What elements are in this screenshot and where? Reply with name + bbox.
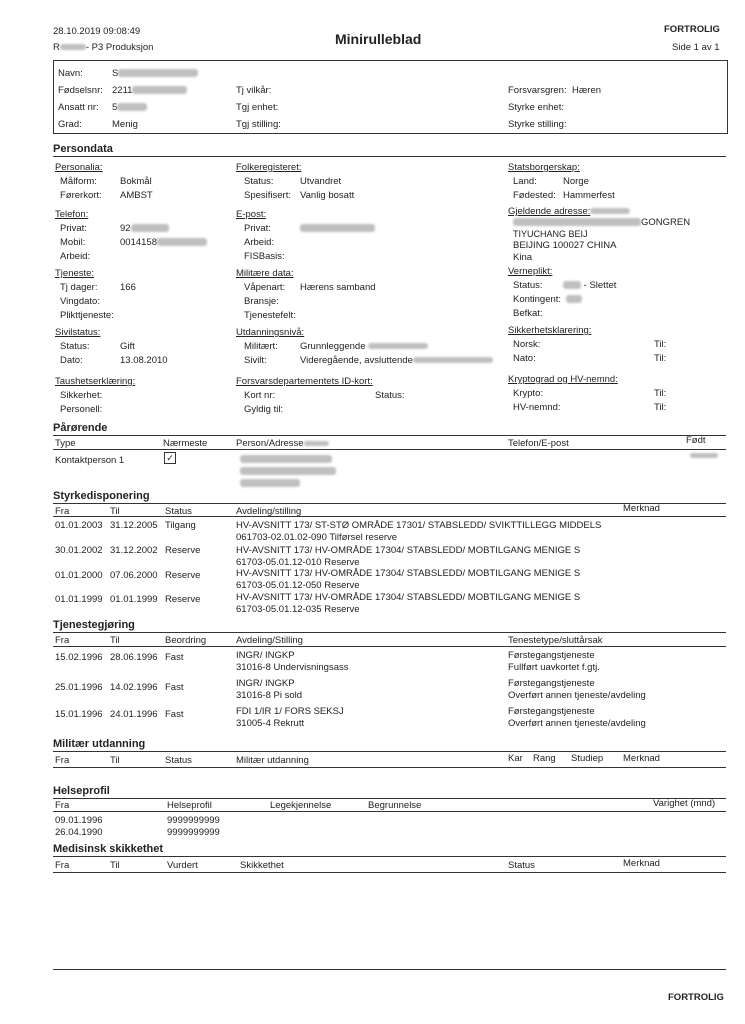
mobil-label: Mobil: <box>60 237 86 248</box>
fr-status-label: Status: <box>244 176 274 187</box>
tg-row-1-avd1: INGR/ INGKP <box>236 650 295 661</box>
unit-suffix: - P3 Produksjon <box>85 42 154 53</box>
address-line-3: BEIJING 100027 CHINA <box>513 240 617 251</box>
forsvarsgren-value: Hæren <box>572 85 602 96</box>
ansatt-label: Ansatt nr: <box>58 102 99 113</box>
section-styrkedisponering: Styrkedisponering <box>53 490 726 504</box>
hp-col-varighet: Varighet (mnd) <box>653 798 716 809</box>
bransje-label: Bransje: <box>244 296 279 307</box>
hp-header-rule <box>53 811 726 812</box>
tg-row-3-type2: Overført annen tjeneste/avdeling <box>508 718 646 729</box>
mu-col-status: Status <box>165 755 192 766</box>
fodselsnr-label: Fødselsnr: <box>58 85 103 96</box>
col-telefon: Telefon/E-post <box>508 438 569 449</box>
ms-col-status: Status <box>508 860 535 871</box>
hp-col-fra: Fra <box>55 800 70 811</box>
mu-col-kar: Kar <box>508 753 523 764</box>
land-value: Norge <box>563 176 589 187</box>
tg-row-2-avd1: INGR/ INGKP <box>236 678 295 689</box>
norsk-til-label: Til: <box>654 339 667 350</box>
styrke-row-3-status: Reserve <box>165 570 201 581</box>
ansatt-value: 5 <box>112 102 147 113</box>
kontingent-label: Kontingent: <box>513 294 562 305</box>
privat-value: 92 <box>120 223 169 234</box>
classification-top: FORTROLIG <box>664 24 720 35</box>
mu-header-rule <box>53 767 726 768</box>
styrke-row-4-avd1: HV-AVSNITT 173/ HV-OMRÅDE 17304/ STABSLEDD/ MOBTILGANG MENIGE S <box>236 592 581 603</box>
styrke-header-rule <box>53 516 726 517</box>
styrke-row-4-til: 01.01.1999 <box>110 594 158 605</box>
tg-row-2-beordring: Fast <box>165 682 184 693</box>
navn-label: Navn: <box>58 68 83 79</box>
hvnemnd-til-label: Til: <box>654 402 667 413</box>
styrke-row-1-fra: 01.01.2003 <box>55 520 103 531</box>
tg-row-1-type1: Førstegangstjeneste <box>508 650 595 661</box>
malform-value: Bokmål <box>120 176 152 187</box>
militart-label: Militært: <box>244 341 278 352</box>
kryptograd-heading: Kryptograd og HV-nemnd: <box>508 374 618 385</box>
forerkort-label: Førerkort: <box>60 190 102 201</box>
hp-row-1-profil: 9999999999 <box>167 815 220 826</box>
col-person: Person/Adresse <box>236 438 329 449</box>
naermeste-checkbox: ✓ <box>164 452 176 464</box>
plikttjeneste-label: Plikttjeneste: <box>60 310 114 321</box>
telefon-heading: Telefon: <box>55 209 89 220</box>
contact-type: Kontaktperson 1 <box>55 455 125 466</box>
navn-value: S <box>112 68 198 79</box>
ms-col-vurdert: Vurdert <box>167 860 198 871</box>
tg-row-1-til: 28.06.1996 <box>110 652 158 663</box>
befkat-label: Befkat: <box>513 308 543 319</box>
styrke-row-2-avd1: HV-AVSNITT 173/ HV-OMRÅDE 17304/ STABSLEDD/ MOBTILGANG MENIGE S <box>236 545 581 556</box>
personell-label: Personell: <box>60 404 103 415</box>
styrke-row-3-avd2: 61703-05.01.12-050 Reserve <box>236 580 360 591</box>
styrke-row-3-fra: 01.01.2000 <box>55 570 103 581</box>
contact-person-redacted <box>240 454 332 465</box>
tg-col-til: Til <box>110 635 120 646</box>
tjdager-value: 166 <box>120 282 136 293</box>
styrke-enhet-label: Styrke enhet: <box>508 102 564 113</box>
tg-row-3-avd2: 31005-4 Rekrutt <box>236 718 305 729</box>
styrke-row-3-avd1: HV-AVSNITT 173/ HV-OMRÅDE 17304/ STABSLEDD/ MOBTILGANG MENIGE S <box>236 568 581 579</box>
col-merknad: Merknad <box>623 503 660 514</box>
section-persondata: Persondata <box>53 143 726 157</box>
sivil-dato-value: 13.08.2010 <box>120 355 168 366</box>
norsk-label: Norsk: <box>513 339 541 350</box>
kontingent-value <box>566 294 582 305</box>
col-status: Status <box>165 506 192 517</box>
fd-idkort-heading: Forsvarsdepartementets ID-kort: <box>236 376 373 387</box>
land-label: Land: <box>513 176 537 187</box>
tg-col-beordring: Beordring <box>165 635 207 646</box>
ms-col-skikkethet: Skikkethet <box>240 860 284 871</box>
tg-row-3-fra: 15.01.1996 <box>55 709 103 720</box>
col-naermeste: Nærmeste <box>163 438 208 449</box>
section-tjenestegjoring: Tjenestegjøring <box>53 619 726 633</box>
styrke-row-2-til: 31.12.2002 <box>110 545 158 556</box>
grad-value: Menig <box>112 119 138 130</box>
militaere-heading: Militære data: <box>236 268 294 279</box>
tg-header-rule <box>53 646 726 647</box>
hvnemnd-label: HV-nemnd: <box>513 402 561 413</box>
styrke-row-2-fra: 30.01.2002 <box>55 545 103 556</box>
malform-label: Målform: <box>60 176 97 187</box>
hp-row-2-profil: 9999999999 <box>167 827 220 838</box>
classification-bottom: FORTROLIG <box>668 992 724 1003</box>
mu-col-rang: Rang <box>533 753 556 764</box>
tg-row-3-beordring: Fast <box>165 709 184 720</box>
styrke-row-1-til: 31.12.2005 <box>110 520 158 531</box>
sivilstatus-heading: Sivilstatus: <box>55 327 101 338</box>
krypto-til-label: Til: <box>654 388 667 399</box>
tjenestefelt-label: Tjenestefelt: <box>244 310 296 321</box>
tjeneste-heading: Tjeneste: <box>55 268 95 279</box>
gyldig-label: Gyldig til: <box>244 404 284 415</box>
styrke-row-4-fra: 01.01.1999 <box>55 594 103 605</box>
arbeid-label: Arbeid: <box>60 251 91 262</box>
tg-row-3-til: 24.01.1996 <box>110 709 158 720</box>
fodselsnr-value: 2211 <box>112 85 187 96</box>
hp-col-begrunnelse: Begrunnelse <box>368 800 422 811</box>
kortnr-label: Kort nr: <box>244 390 276 401</box>
tjdager-label: Tj dager: <box>60 282 98 293</box>
styrke-row-1-avd1: HV-AVSNITT 173/ ST-STØ OMRÅDE 17301/ STABSLEDD/ SVIKTTILLEGG MIDDELS <box>236 520 602 531</box>
sikkerhetsklarering-heading: Sikkerhetsklarering: <box>508 325 592 336</box>
unit-line <box>53 42 153 53</box>
ms-col-merknad: Merknad <box>623 858 660 869</box>
spesifisert-label: Spesifisert: <box>244 190 291 201</box>
col-fra: Fra <box>55 506 70 517</box>
sivilt-label: Sivilt: <box>244 355 267 366</box>
tg-row-2-fra: 25.01.1996 <box>55 682 103 693</box>
address-line-1: GONGREN <box>513 217 690 228</box>
styrke-row-2-avd2: 61703-05.01.12-010 Reserve <box>236 557 360 568</box>
gjeldende-heading: Gjeldende adresse: <box>508 206 630 217</box>
mu-col-til: Til <box>110 755 120 766</box>
vp-status-value: - Slettet <box>563 280 616 291</box>
section-militaer-utdanning: Militær utdanning <box>53 738 726 752</box>
taushet-heading: Taushetserklæring: <box>55 376 136 387</box>
ep-privat-label: Privat: <box>244 223 271 234</box>
folkereg-heading: Folkeregisteret: <box>236 162 302 173</box>
vingdato-label: Vingdato: <box>60 296 100 307</box>
styrke-row-3-til: 07.06.2000 <box>110 570 158 581</box>
hp-col-legekjennelse: Legekjennelse <box>270 800 332 811</box>
mobil-value: 0014158 <box>120 237 207 248</box>
sivilt-value: Videregående, avsluttende <box>300 355 493 366</box>
styrke-row-4-avd2: 61703-05.01.12-035 Reserve <box>236 604 360 615</box>
col-type: Type <box>55 438 76 449</box>
hp-col-helseprofil: Helseprofil <box>167 800 212 811</box>
nato-til-label: Til: <box>654 353 667 364</box>
verneplikt-heading: Verneplikt: <box>508 266 553 277</box>
krypto-label: Krypto: <box>513 388 544 399</box>
statsborgerskap-heading: Statsborgerskap: <box>508 162 580 173</box>
contact-address-redacted-1 <box>240 466 336 477</box>
personalia-heading: Personalia: <box>55 162 103 173</box>
privat-label: Privat: <box>60 223 87 234</box>
footer-rule <box>53 969 726 970</box>
epost-heading: E-post: <box>236 209 267 220</box>
tj-vilkar-label: Tj vilkår: <box>236 85 272 96</box>
mu-col-merknad: Merknad <box>623 753 660 764</box>
fr-status-value: Utvandret <box>300 176 342 187</box>
sivil-status-label: Status: <box>60 341 90 352</box>
nato-label: Nato: <box>513 353 536 364</box>
tg-row-2-til: 14.02.1996 <box>110 682 158 693</box>
fodested-label: Fødested: <box>513 190 556 201</box>
sikkerhet-label: Sikkerhet: <box>60 390 103 401</box>
hp-row-2-fra: 26.04.1990 <box>55 827 103 838</box>
contact-fodt-redacted <box>690 450 718 461</box>
sivil-dato-label: Dato: <box>60 355 83 366</box>
utdanning-heading: Utdanningsnivå: <box>236 327 305 338</box>
section-parorende: Pårørende <box>53 422 726 436</box>
tg-col-avdeling: Avdeling/Stilling <box>236 635 303 646</box>
forsvarsgren-label: Forsvarsgren: <box>508 85 567 96</box>
forerkort-value: AMBST <box>120 190 153 201</box>
tgj-enhet-label: Tgj enhet: <box>236 102 279 113</box>
col-avdeling: Avdeling/stilling <box>236 506 302 517</box>
tg-row-1-fra: 15.02.1996 <box>55 652 103 663</box>
print-timestamp: 28.10.2019 09:08:49 <box>53 26 141 37</box>
section-helseprofil: Helseprofil <box>53 785 726 799</box>
section-medisinsk-skikkethet: Medisinsk skikkethet <box>53 843 726 857</box>
mu-col-studiep: Studiep <box>571 753 604 764</box>
ep-privat-value <box>300 223 375 234</box>
mu-col-fra: Fra <box>55 755 70 766</box>
tg-row-2-type2: Overført annen tjeneste/avdeling <box>508 690 646 701</box>
address-line-4: Kina <box>513 252 533 263</box>
tg-row-2-type1: Førstegangstjeneste <box>508 678 595 689</box>
page-number: Side 1 av 1 <box>672 42 720 53</box>
styrke-stilling-label: Styrke stilling: <box>508 119 567 130</box>
mu-col-utdanning: Militær utdanning <box>236 755 309 766</box>
tg-col-fra: Fra <box>55 635 70 646</box>
styrke-row-1-status: Tilgang <box>165 520 196 531</box>
tg-row-3-type1: Førstegangstjeneste <box>508 706 595 717</box>
ms-col-til: Til <box>110 860 120 871</box>
vapenart-value: Hærens samband <box>300 282 376 293</box>
tg-row-3-avd1: FDI 1/IR 1/ FORS SEKSJ <box>236 706 344 717</box>
tg-row-2-avd2: 31016-8 Pi sold <box>236 690 303 701</box>
hp-row-1-fra: 09.01.1996 <box>55 815 103 826</box>
unit-prefix: R <box>53 42 60 53</box>
kort-status-label: Status: <box>375 390 405 401</box>
sivil-status-value: Gift <box>120 341 135 352</box>
ms-col-fra: Fra <box>55 860 70 871</box>
vp-status-label: Status: <box>513 280 543 291</box>
tg-col-tenestetype: Tenestetype/sluttårsak <box>508 635 603 646</box>
spesifisert-value: Vanlig bosatt <box>300 190 355 201</box>
col-til: Til <box>110 506 120 517</box>
tgj-stilling-label: Tgj stilling: <box>236 119 281 130</box>
contact-address-redacted-2 <box>240 478 300 489</box>
ms-header-rule <box>53 872 726 873</box>
page-title: Minirulleblad <box>335 31 422 47</box>
col-fodt: Født <box>686 435 706 446</box>
militart-value: Grunnleggende <box>300 341 428 352</box>
parorende-header-rule <box>53 449 726 450</box>
tg-row-1-type2: Fullført uavkortet f.gtj. <box>508 662 600 673</box>
styrke-row-1-avd2: 061703-02.01.02-090 Tilførsel reserve <box>236 532 398 543</box>
vapenart-label: Våpenart: <box>244 282 286 293</box>
styrke-row-4-status: Reserve <box>165 594 201 605</box>
styrke-row-2-status: Reserve <box>165 545 201 556</box>
tg-row-1-beordring: Fast <box>165 652 184 663</box>
fodested-value: Hammerfest <box>563 190 615 201</box>
address-line-2: TIYUCHANG BEIJ <box>513 229 588 239</box>
grad-label: Grad: <box>58 119 82 130</box>
redaction <box>60 44 86 50</box>
tg-row-1-avd2: 31016-8 Undervisningsass <box>236 662 349 673</box>
ep-arbeid-label: Arbeid: <box>244 237 275 248</box>
fisbasis-label: FISBasis: <box>244 251 285 262</box>
